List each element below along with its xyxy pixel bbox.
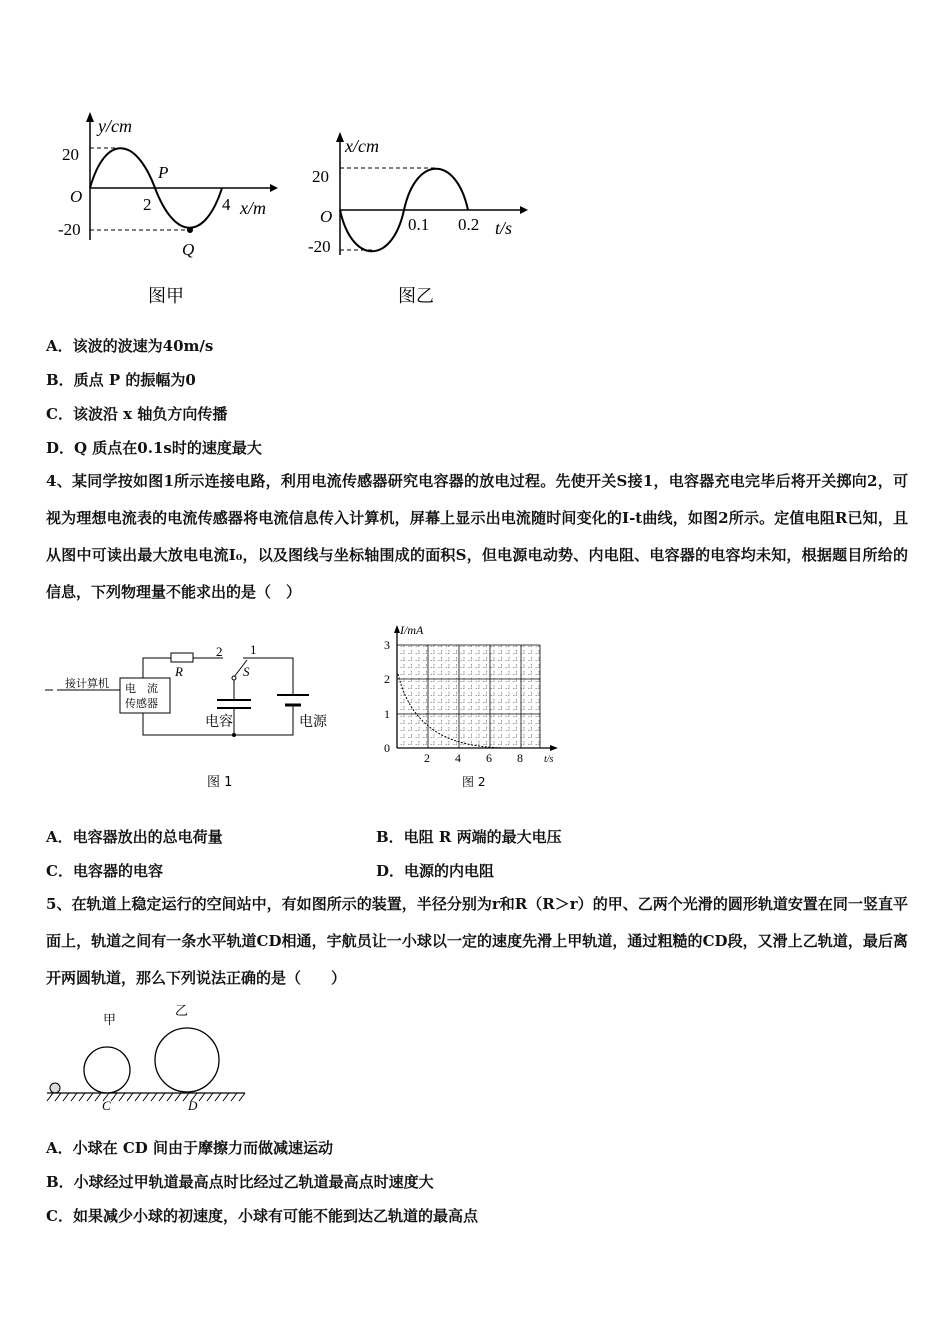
ytick: -20 <box>308 237 331 256</box>
current-time-graph <box>378 622 568 792</box>
ytick: 20 <box>62 145 79 164</box>
question-5-text: 5、在轨道上稳定运行的空间站中，有如图所示的装置，半径分别为r和R（R＞r）的甲、乙两个光滑的圆形轨道安置在同一竖直平面上，轨道之间有一条水平轨道CD相通，宇航员让一小球以一定的速度先滑上甲轨道，通过粗糙的CD段，又滑上乙轨道，最后离开两圆轨道，那么下列说法正确的是（ ） <box>46 895 908 987</box>
q4-option-d: D．电源的内电阻 <box>376 862 495 880</box>
xtick: 2 <box>424 751 430 765</box>
ytick: 2 <box>384 672 390 686</box>
point-p: P <box>158 163 169 182</box>
label-yi: 乙 <box>175 1004 189 1019</box>
xtick: 6 <box>486 751 492 765</box>
label-c: C <box>102 1098 111 1113</box>
ylabel: I/mA <box>400 623 424 637</box>
figure-caption: 图 1 <box>207 775 233 790</box>
vib-ylabel: x/cm <box>345 136 379 156</box>
ytick: 1 <box>384 707 390 721</box>
q4-option-b: B．电阻 R 两端的最大电压 <box>376 828 562 846</box>
point-q: Q <box>182 240 195 259</box>
wave-ylabel: y/cm <box>98 116 132 136</box>
xtick: 0.2 <box>458 215 480 234</box>
q3-option-a: A．该波的波速为40m/s <box>46 337 214 355</box>
ytick: -20 <box>58 220 81 239</box>
xlabel: t/s <box>544 754 554 765</box>
xtick: 8 <box>517 751 523 765</box>
circular-tracks-figure <box>45 1000 255 1115</box>
origin: O <box>70 187 83 206</box>
label-capacitor: 电容 <box>205 714 233 730</box>
q5-option-c: C．如果减少小球的初速度，小球有可能不能到达乙轨道的最高点 <box>46 1207 478 1225</box>
label-s: S <box>243 664 250 679</box>
q4-option-c: C．电容器的电容 <box>46 862 163 880</box>
vibration-graph-figure <box>300 130 530 310</box>
q3-option-d: D．Q 质点在0.1s时的速度最大 <box>46 439 262 457</box>
label-r: R <box>175 664 183 679</box>
label-pos1: 1 <box>250 642 257 657</box>
xtick: 4 <box>455 751 461 765</box>
q4-option-a: A．电容器放出的总电荷量 <box>46 828 223 846</box>
label-jia: 甲 <box>103 1013 117 1028</box>
q5-option-b: B．小球经过甲轨道最高点时比经过乙轨道最高点时速度大 <box>46 1173 434 1191</box>
wave-graph-figure <box>50 110 280 310</box>
xtick: 4 <box>222 195 231 214</box>
vib-xlabel: t/s <box>495 218 513 238</box>
label-pos2: 2 <box>216 644 223 659</box>
origin: O <box>320 207 333 226</box>
xtick: 2 <box>143 195 152 214</box>
figure-caption: 图乙 <box>398 286 434 307</box>
label-computer: 接计算机 <box>65 677 109 690</box>
xtick: 0.1 <box>408 215 430 234</box>
ytick: 0 <box>384 741 390 755</box>
label-d: D <box>188 1098 198 1113</box>
ytick: 3 <box>384 638 390 652</box>
wave-xlabel: x/m <box>240 198 266 218</box>
figure-caption: 图 2 <box>462 775 486 789</box>
figure-caption: 图甲 <box>148 286 184 307</box>
label-sensor: 电 流 <box>125 682 158 695</box>
question-4-text: 4、某同学按如图1所示连接电路，利用电流传感器研究电容器的放电过程。先使开关S接1，电容器充电完毕后将开关掷向2，可视为理想电流表的电流传感器将电流信息传入计算机，屏幕上显示出电流随时间变化的I-t曲线，如图2所示。定值电阻R已知，且从图中可读出最大放电电流I₀，以及图线与坐标轴围成的面积S，但电源电动势、内电阻、电容器的电容均未知，根据题目所给的信息，下列物理量不能求出的是（ ） <box>46 472 908 601</box>
ytick: 20 <box>312 167 329 186</box>
circuit-figure <box>45 640 345 795</box>
label-sensor: 传感器 <box>125 697 158 710</box>
label-source: 电源 <box>299 714 327 730</box>
q3-option-c: C．该波沿 x 轴负方向传播 <box>46 405 228 423</box>
q3-option-b: B．质点 P 的振幅为0 <box>46 371 196 389</box>
q5-option-a: A．小球在 CD 间由于摩擦力而做减速运动 <box>46 1139 334 1157</box>
